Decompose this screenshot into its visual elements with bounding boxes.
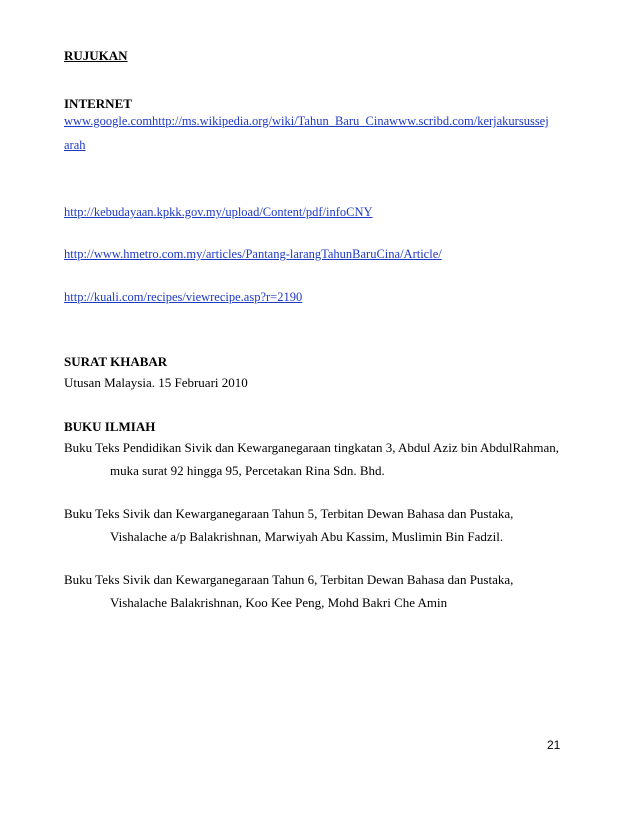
book-entry-3-line-1: Buku Teks Sivik dan Kewarganegaraan Tahun 6, Terbitan Dewan Bahasa dan Pustaka, <box>64 572 514 587</box>
book-entry-2-line-1: Buku Teks Sivik dan Kewarganegaraan Tahun 5, Terbitan Dewan Bahasa dan Pustaka, <box>64 506 514 521</box>
internet-link-1[interactable]: www.google.comhttp://ms.wikipedia.org/wiki/Tahun_Baru_Cinawww.scribd.com/kerjakursussej <box>64 114 549 128</box>
internet-link-2[interactable]: http://kebudayaan.kpkk.gov.my/upload/Content/pdf/infoCNY <box>64 205 373 219</box>
buku-ilmiah-heading: BUKU ILMIAH <box>64 419 156 434</box>
surat-khabar-heading: SURAT KHABAR <box>64 354 168 369</box>
internet-link-4[interactable]: http://kuali.com/recipes/viewrecipe.asp?r=2190 <box>64 290 303 304</box>
book-entry-1-line-2: muka surat 92 hingga 95, Percetakan Rina Sdn. Bhd. <box>110 463 385 478</box>
book-entry-2-line-2: Vishalache a/p Balakrishnan, Marwiyah Abu Kassim, Muslimin Bin Fadzil. <box>110 529 504 544</box>
internet-heading: INTERNET <box>64 96 132 111</box>
internet-link-1-continued[interactable]: arah <box>64 138 86 152</box>
internet-link-3[interactable]: http://www.hmetro.com.my/articles/Pantang-larangTahunBaruCina/Article/ <box>64 247 442 261</box>
newspaper-entry: Utusan Malaysia. 15 Februari 2010 <box>64 375 248 390</box>
book-entry-3-line-2: Vishalache Balakrishnan, Koo Kee Peng, Mohd Bakri Che Amin <box>110 595 448 610</box>
page-title: RUJUKAN <box>64 48 128 63</box>
page-number: 21 <box>547 738 561 752</box>
book-entry-1-line-1: Buku Teks Pendidikan Sivik dan Kewarganegaraan tingkatan 3, Abdul Aziz bin AbdulRahman, <box>64 440 560 455</box>
